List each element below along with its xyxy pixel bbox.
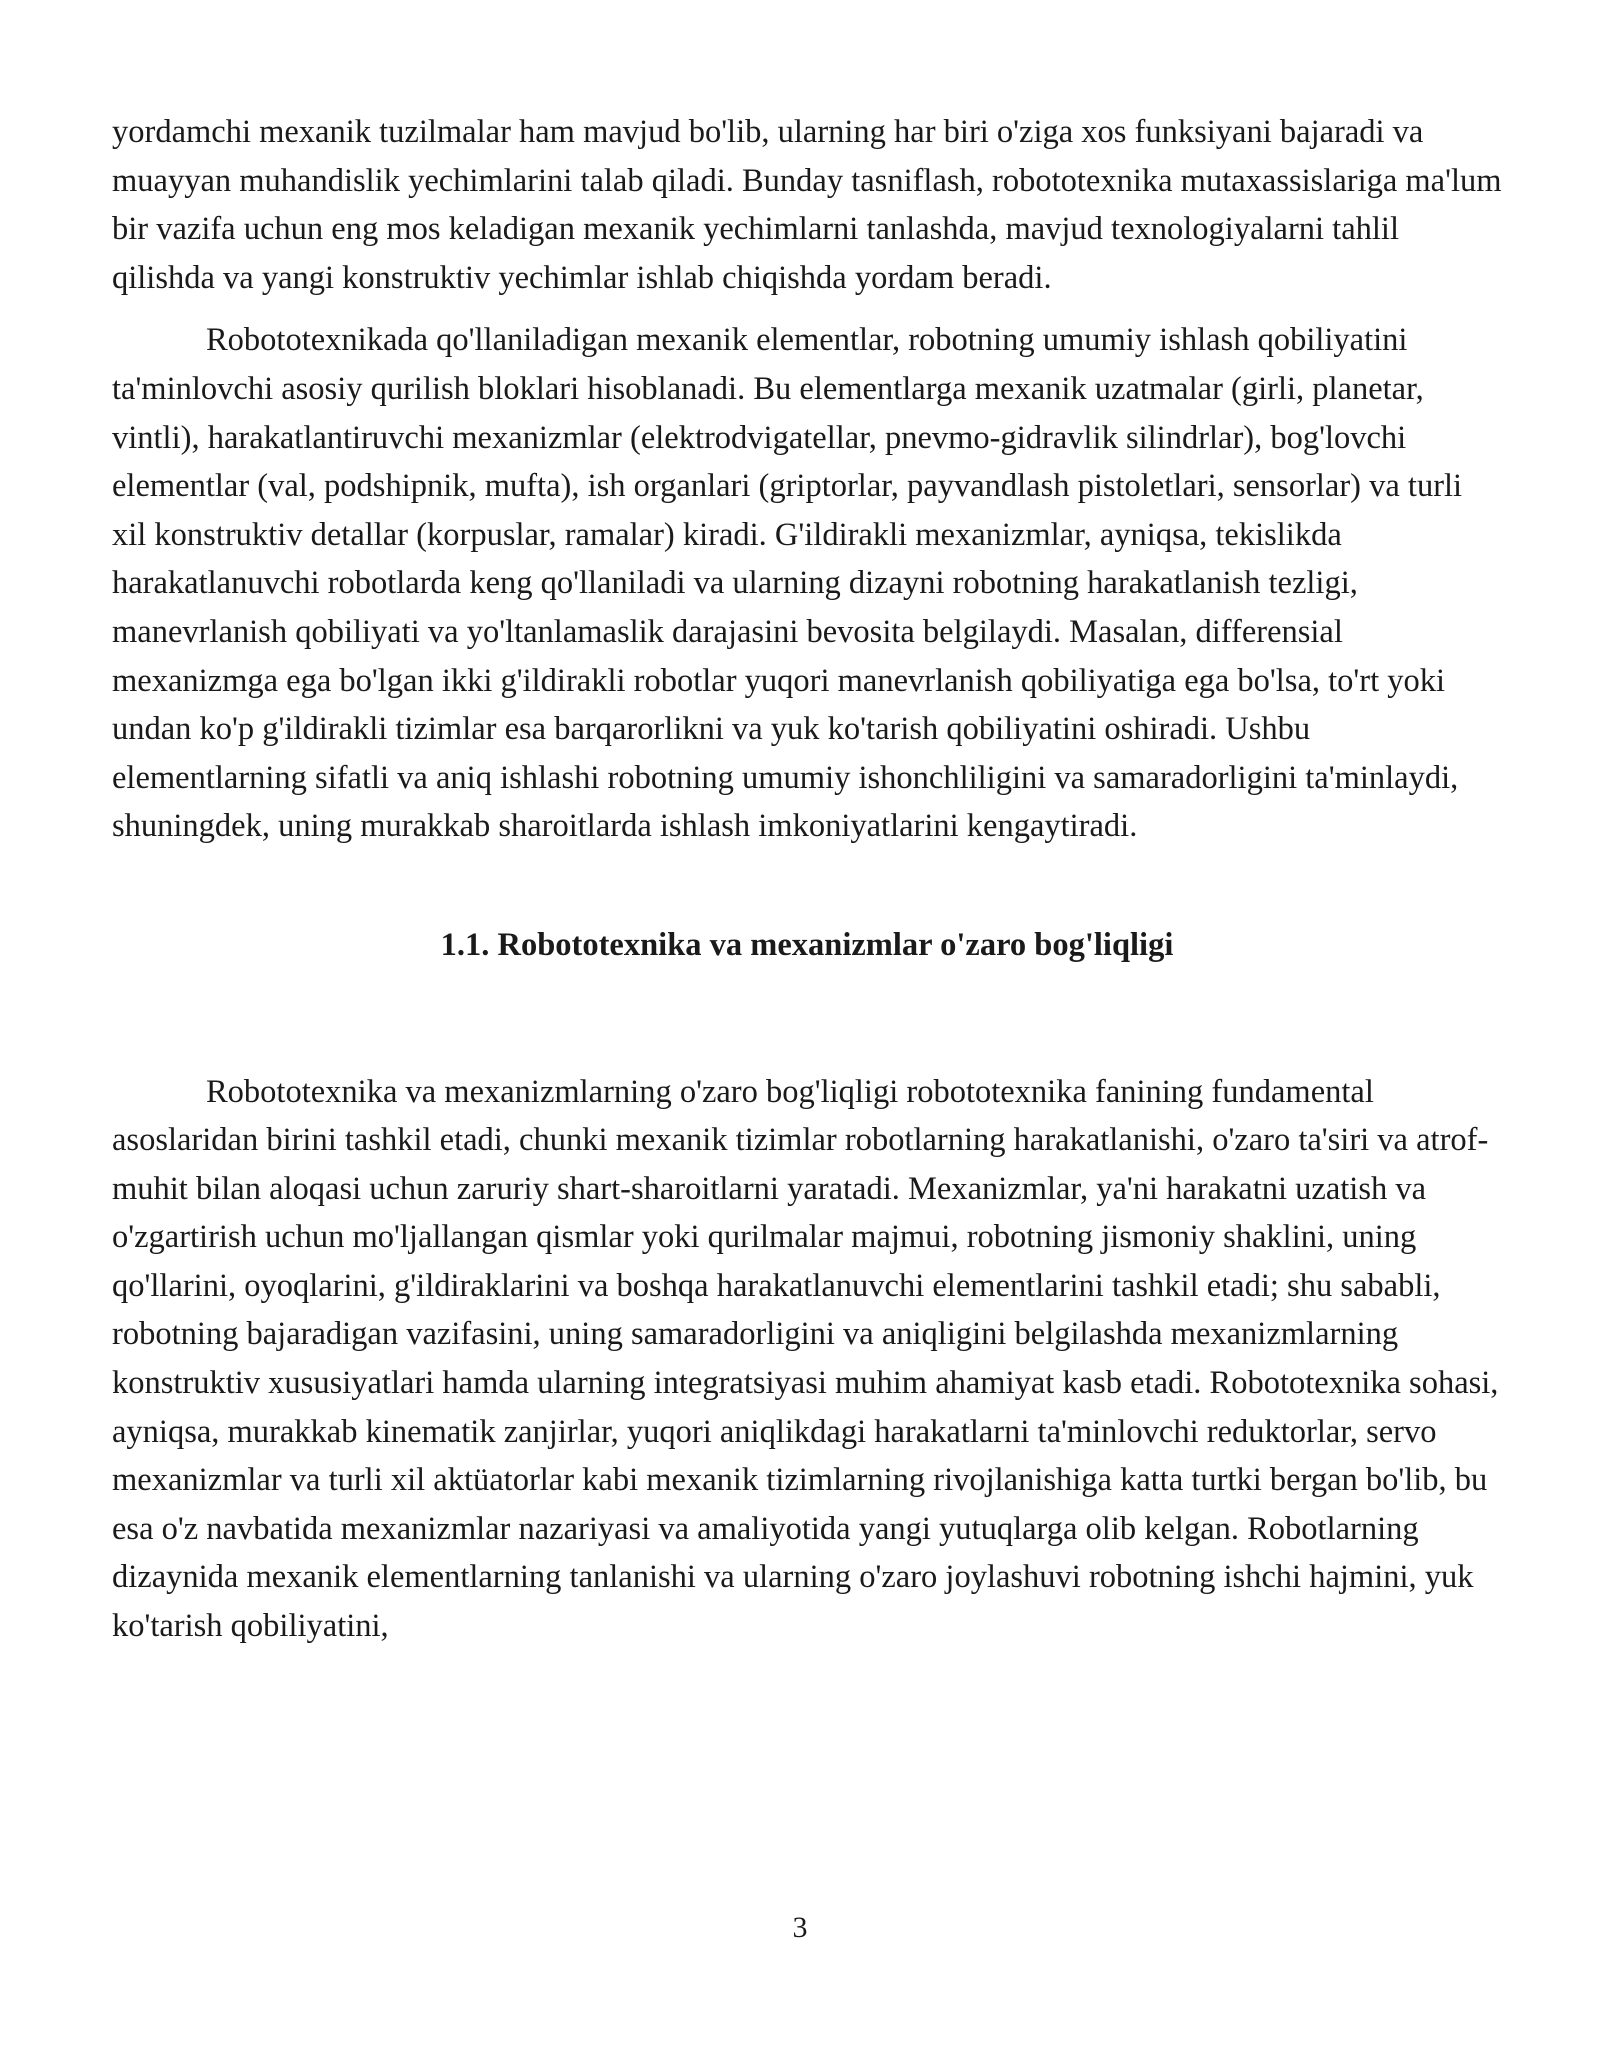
section-heading: 1.1. Robototexnika va mexanizmlar o'zaro bog'liqligi bbox=[440, 926, 1174, 963]
paragraph-robotics-mechanisms: Robototexnika va mexanizmlarning o'zaro bog'liqligi robototexnika fanining fundamental asoslaridan birini tashkil etadi, chunki mexanik tizimlar robotlarning harakatlanishi, o'zaro ta'siri va atrof-muhit bilan aloqasi uchun zaruriy shart-sharoitlarni yaratadi. Mexanizmlar, ya'ni harakatni uzatish va o'zgartirish uchun mo'ljallangan qismlar yoki qurilmalar majmui, robotning jismoniy shaklini, uning qo'llarini, oyoqlarini, g'ildiraklarini va boshqa harakatlanuvchi elementlarini tashkil etadi; shu sababli, robotning bajaradigan vazifasini, uning samaradorligini va aniqligini belgilashda mexanizmlarning konstruktiv xususiyatlari hamda ularning integratsiyasi muhim ahamiyat kasb etadi. Robototexnika sohasi, ayniqsa, murakkab kinematik zanjirlar, yuqori aniqlikdagi harakatlarni ta'minlovchi reduktorlar, servo mexanizmlar va turli xil aktüatorlar kabi mexanik tizimlarning rivojlanishiga katta turtki bergan bo'lib, bu esa o'z navbatida mexanizmlar nazariyasi va amaliyotida yangi yutuqlarga olib kelgan. Robotlarning dizaynida mexanik elementlarning tanlanishi va ularning o'zaro joylashuvi robotning ishchi hajmini, yuk ko'tarish qobiliyatini, bbox=[112, 1073, 1499, 1645]
paragraph-mechanical-elements: Robototexnikada qo'llaniladigan mexanik elementlar, robotning umumiy ishlash qobiliyatini ta'minlovchi asosiy qurilish bloklari hisoblanadi. Bu elementlarga mexanik uzatmalar (girli, planetar, vintli), harakatlantiruvchi mexanizmlar (elektrodvigatellar, pnevmo-gidravlik silindrlar), bog'lovchi elementlar (val, podshipnik, mufta), ish organlari (griptorlar, payvandlash pistoletlari, sensorlar) va turli xil konstruktiv detallar (korpuslar, ramalar) kiradi. G'ildirakli mexanizmlar, ayniqsa, tekislikda harakatlanuvchi robotlarda keng qo'llaniladi va ularning dizayni robotning harakatlanish tezligi, manevrlanish qobiliyati va yo'ltanlamaslik darajasini bevosita belgilaydi. Masalan, differensial mexanizmga ega bo'lgan ikki g'ildirakli robotlar yuqori manevrlanish qobiliyatiga ega bo'lsa, to'rt yoki undan ko'p g'ildirakli tizimlar esa barqarorlikni va yuk ko'tarish qobiliyatini oshiradi. Ushbu elementlarning sifatli va aniq ishlashi robotning umumiy ishonchliligini va samaradorligini ta'minlaydi, shuningdek, uning murakkab sharoitlarda ishlash imkoniyatlarini kengaytiradi. bbox=[112, 322, 1463, 845]
paragraph-continuation: yordamchi mexanik tuzilmalar ham mavjud bo'lib, ularning har biri o'ziga xos funksiyani bajaradi va muayyan muhandislik yechimlarini talab qiladi. Bunday tasniflash, robototexnika mutaxassislariga ma'lum bir vazifa uchun eng mos keladigan mexanik yechimlarni tanlashda, mavjud texnologiyalarni tahlil qilishda va yangi konstruktiv yechimlar ishlab chiqishda yordam beradi. bbox=[112, 114, 1502, 296]
page-number: 3 bbox=[792, 1911, 808, 1944]
document-page bbox=[112, 108, 1502, 1651]
